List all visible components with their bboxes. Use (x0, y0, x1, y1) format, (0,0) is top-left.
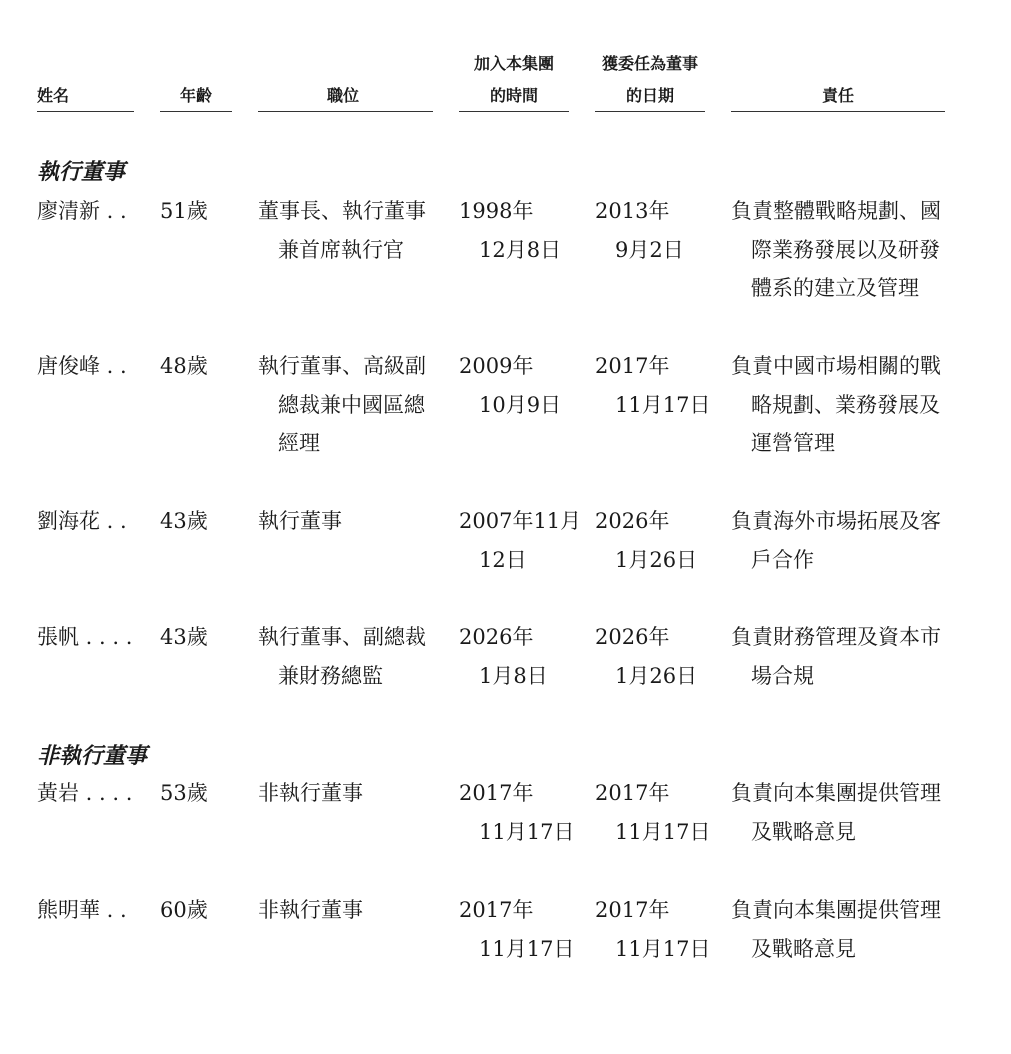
header-rule-responsibility (731, 111, 945, 112)
responsibility: 負責財務管理及資本市 場合規 (731, 625, 941, 688)
appointment-date: 2017年 11月17日 (595, 781, 711, 844)
header-rule-appoint (595, 111, 705, 112)
director-name: 熊明華 . . (37, 898, 127, 922)
director-position: 董事長、執行董事 兼首席執行官 (258, 199, 426, 262)
appointment-date: 2017年 11月17日 (595, 354, 711, 417)
header-rule-name (37, 111, 134, 112)
appointment-date: 2026年 1月26日 (595, 509, 698, 572)
director-age: 43歲 (160, 625, 208, 649)
section-title-non-executive: 非執行董事 (37, 744, 148, 769)
director-age: 43歲 (160, 509, 208, 533)
responsibility: 負責整體戰略規劃、國 際業務發展以及研發 體系的建立及管理 (731, 199, 941, 300)
join-date: 2017年 11月17日 (459, 781, 575, 844)
join-date: 2009年 10月9日 (459, 354, 562, 417)
header-appoint-line1: 獲委任為董事 (601, 54, 698, 73)
director-position: 非執行董事 (258, 898, 363, 922)
join-date: 2017年 11月17日 (459, 898, 575, 961)
header-rule-position (258, 111, 433, 112)
responsibility: 負責中國市場相關的戰 略規劃、業務發展及 運營管理 (731, 354, 941, 455)
header-position: 職位 (327, 86, 360, 105)
director-position: 執行董事 (258, 509, 342, 533)
header-name: 姓名 (37, 86, 70, 105)
header-join-line2: 的時間 (489, 86, 538, 105)
header-join-line1: 加入本集團 (473, 54, 554, 73)
director-position: 非執行董事 (258, 781, 363, 805)
director-name: 張帆 . . . . (37, 625, 133, 649)
join-date: 2007年11月 12日 (459, 509, 582, 572)
director-age: 60歲 (160, 898, 208, 922)
director-name: 劉海花 . . (37, 509, 127, 533)
header-join-date (459, 48, 569, 112)
director-name: 唐俊峰 . . (37, 354, 127, 378)
appointment-date: 2017年 11月17日 (595, 898, 711, 961)
responsibility: 負責向本集團提供管理 及戰略意見 (731, 781, 941, 844)
director-age: 48歲 (160, 354, 208, 378)
header-rule-age (160, 111, 232, 112)
header-appoint-line2: 的日期 (625, 86, 674, 105)
director-age: 53歲 (160, 781, 208, 805)
header-rule-join (459, 111, 569, 112)
appointment-date: 2013年 9月2日 (595, 199, 684, 262)
join-date: 2026年 1月8日 (459, 625, 548, 688)
director-age: 51歲 (160, 199, 208, 223)
header-responsibility: 責任 (822, 86, 855, 105)
section-title-executive: 執行董事 (37, 160, 126, 185)
appointment-date: 2026年 1月26日 (595, 625, 698, 688)
join-date: 1998年 12月8日 (459, 199, 562, 262)
director-position: 執行董事、副總裁 兼財務總監 (258, 625, 426, 688)
director-position: 執行董事、高級副 總裁兼中國區總 經理 (258, 354, 426, 455)
responsibility: 負責海外市場拓展及客 戶合作 (731, 509, 941, 572)
director-name: 廖清新 . . (37, 199, 127, 223)
header-appoint-date (595, 48, 705, 112)
header-age: 年齡 (180, 86, 213, 105)
director-name: 黃岩 . . . . (37, 781, 133, 805)
responsibility: 負責向本集團提供管理 及戰略意見 (731, 898, 941, 961)
